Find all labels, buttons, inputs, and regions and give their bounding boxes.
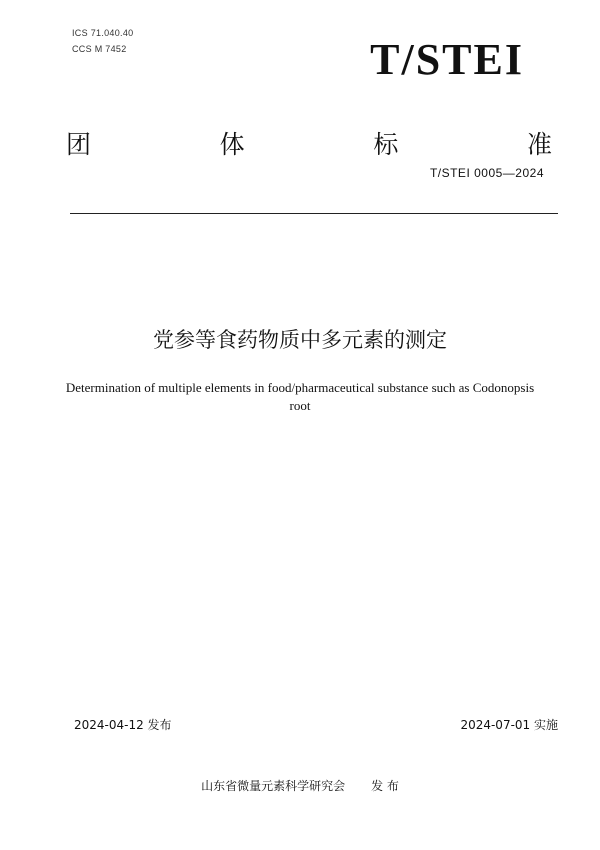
- standard-type-char: 准: [526, 130, 552, 159]
- standard-type-char: 标: [373, 130, 399, 159]
- issuer: [0, 777, 600, 794]
- implementation-date: 2024-07-01 实施: [460, 718, 558, 732]
- standard-type: [66, 132, 552, 157]
- ics-code: ICS 71.040.40: [72, 28, 134, 38]
- standard-type-char: 团: [66, 130, 92, 159]
- standard-type-char: 体: [219, 130, 245, 159]
- standard-number: T/STEI 0005—2024: [429, 166, 544, 180]
- organization-code: T/STEI: [370, 35, 524, 84]
- header-divider: [70, 213, 558, 214]
- issuer-name: 山东省微量元素科学研究会: [201, 779, 346, 793]
- ccs-code: CCS M 7452: [72, 44, 127, 54]
- title-english: Determination of multiple elements in food/pharmaceutical substance such as Codonopsis root: [65, 380, 535, 413]
- title-chinese: 党参等食药物质中多元素的测定: [153, 328, 447, 352]
- issue-action: 发 布: [371, 779, 399, 793]
- release-date: 2024-04-12 发布: [74, 718, 172, 732]
